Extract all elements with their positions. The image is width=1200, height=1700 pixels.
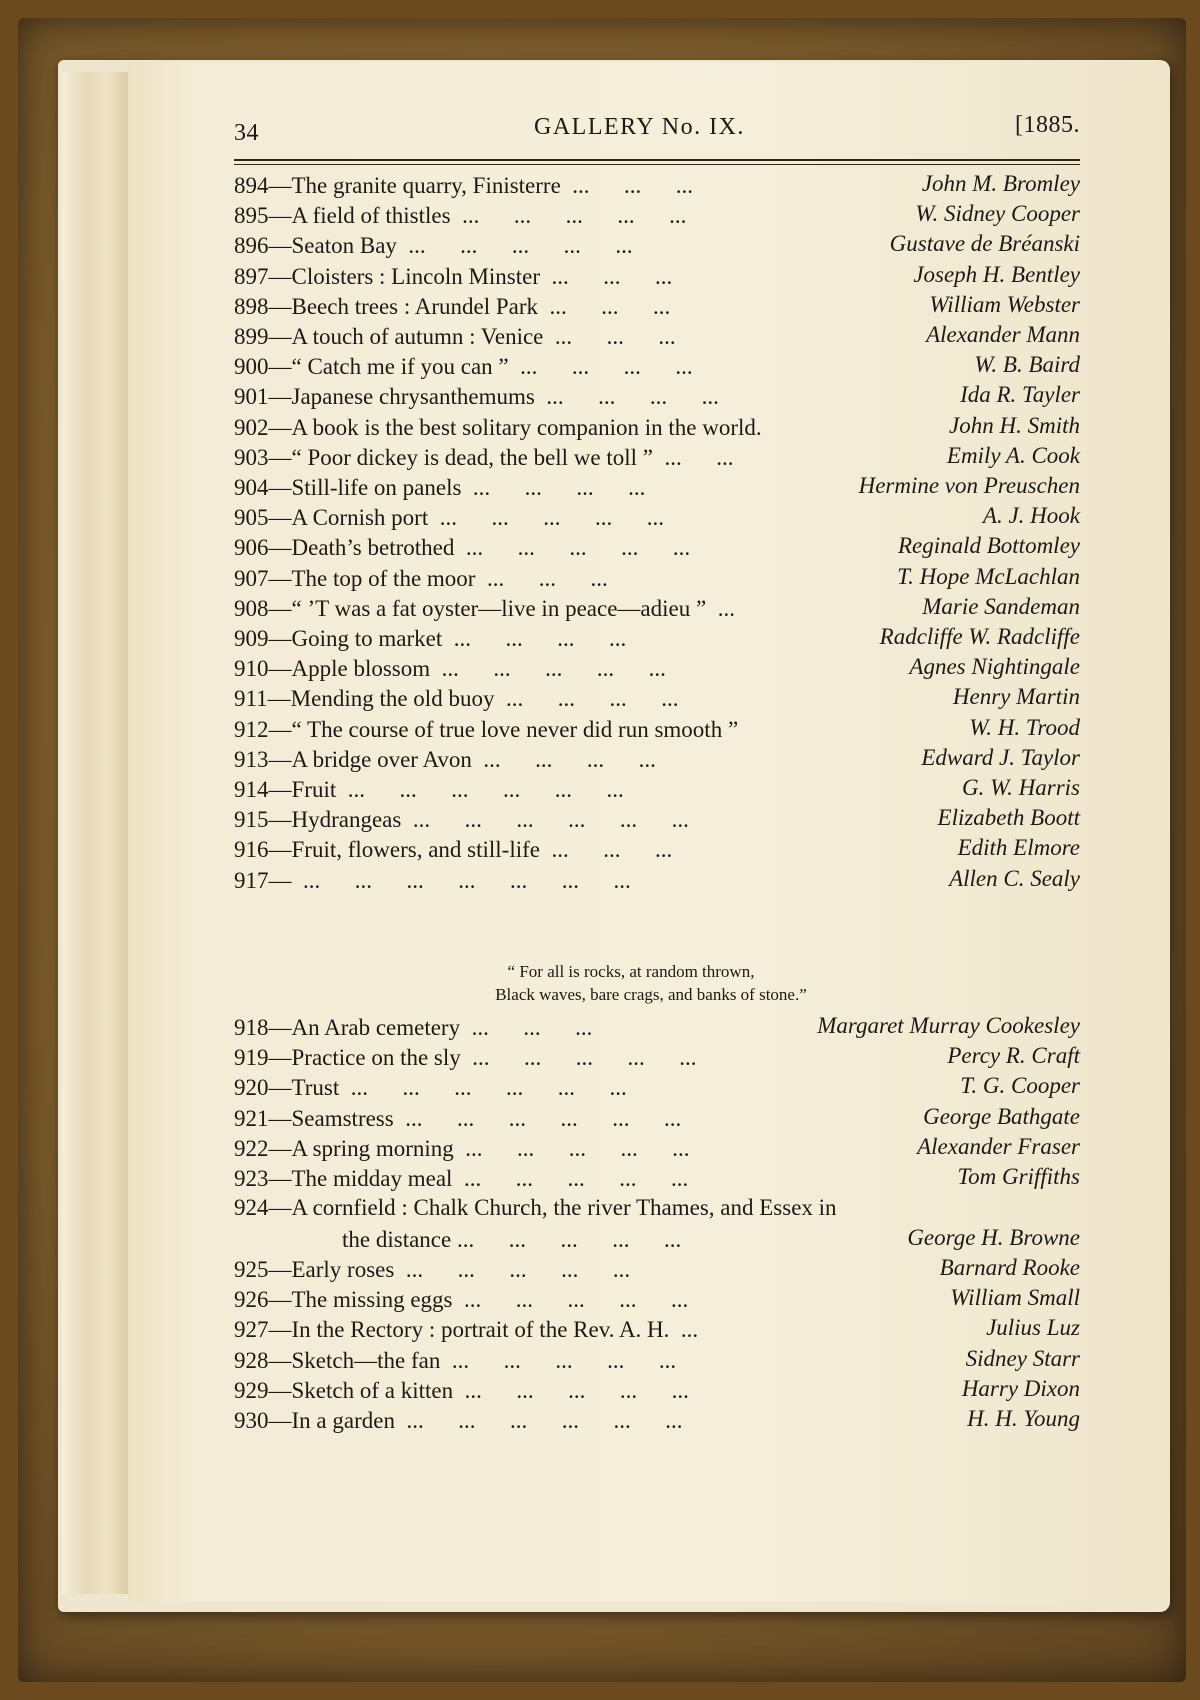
entry-title: 898—Beech trees : Arundel Park ... ... ... xyxy=(234,293,671,319)
entry-title-text: In the Rectory : portrait of the Rev. A. H. xyxy=(291,1317,670,1343)
leader-dots: ... ... ... ... ... xyxy=(465,1135,690,1161)
entry-number: 907 xyxy=(234,565,269,591)
entry-artist: Agnes Nightingale xyxy=(909,654,1080,680)
entry-title: 901—Japanese chrysanthemums ... ... ... ... xyxy=(234,384,719,410)
entry-title: 915—Hydrangeas ... ... ... ... ... ... xyxy=(234,807,689,833)
entry-number: 916 xyxy=(234,837,269,863)
entry-title: 921—Seamstress ... ... ... ... ... ... xyxy=(234,1105,682,1131)
entry-artist: Sidney Starr xyxy=(965,1345,1080,1371)
entry-title-text: The top of the moor xyxy=(291,565,476,591)
entry-artist: Radcliffe W. Radcliffe xyxy=(879,624,1080,649)
leader-dots: ... ... ... ... ... ... xyxy=(350,1075,627,1101)
entry-number: 922 xyxy=(234,1135,269,1161)
entry-artist: W. H. Trood xyxy=(969,714,1080,740)
entry-number: 923 xyxy=(234,1166,269,1191)
leader-dots: ... ... ... ... ... xyxy=(405,1257,631,1282)
entry-artist: T. Hope McLachlan xyxy=(897,563,1080,589)
catalogue-entry xyxy=(234,1103,1080,1135)
entry-title: 926—The missing eggs ... ... ... ... ... xyxy=(234,1287,689,1313)
catalogue-entry xyxy=(234,170,1080,202)
entry-title-text: An Arab cemetery xyxy=(291,1015,461,1040)
entry-title-text: Sketch of a kitten xyxy=(291,1377,454,1403)
entry-title-text: Death’s betrothed xyxy=(291,535,455,561)
entry-artist: Joseph H. Bentley xyxy=(913,261,1080,287)
entry-artist: Reginald Bottomley xyxy=(897,533,1080,559)
header-rule xyxy=(234,159,1080,161)
catalogue-entry xyxy=(234,291,1080,323)
leader-dots: ... ... ... xyxy=(486,565,608,591)
quotation xyxy=(228,960,1074,1006)
leader-dots: ... ... ... xyxy=(572,173,694,198)
entry-number: 920 xyxy=(234,1075,269,1101)
catalogue-entry xyxy=(234,683,1080,715)
entry-artist: G. W. Harris xyxy=(961,775,1080,800)
catalogue-entry xyxy=(234,381,1080,413)
catalogue-entry xyxy=(234,653,1080,685)
catalogue-entry xyxy=(234,230,1080,262)
entry-number: 917 xyxy=(234,867,269,893)
entry-number: 902 xyxy=(234,414,269,440)
page-number: 34 xyxy=(234,120,259,146)
catalogue-entry xyxy=(234,261,1080,293)
entry-title-text: Early roses xyxy=(291,1257,395,1282)
entry-artist: John H. Smith xyxy=(949,412,1080,438)
gallery-title: GALLERY No. IX. xyxy=(534,114,745,140)
catalogue-entry xyxy=(234,714,1080,746)
entry-title-text: Seaton Bay xyxy=(291,233,397,259)
quotation-line-2: Black waves, bare crags, and banks of stone.” xyxy=(495,985,807,1004)
catalogue-entry xyxy=(234,593,1080,625)
entry-number: 912 xyxy=(234,716,269,742)
catalogue-entry xyxy=(234,1284,1080,1316)
leader-dots: ... ... ... ... xyxy=(472,475,646,500)
entry-line-2: the distance ... ... ... ... ... xyxy=(342,1227,682,1252)
entry-title: 900—“ Catch me if you can ” ... ... ... ... xyxy=(234,354,693,380)
entry-title: 919—Practice on the sly ... ... ... ... ... xyxy=(234,1045,697,1071)
entry-artist: Edith Elmore xyxy=(957,835,1080,861)
leader-dots: ... ... ... ... ... ... xyxy=(412,807,689,833)
entry-title-text: A bridge over Avon xyxy=(291,746,472,772)
entry-number: 930 xyxy=(234,1408,269,1433)
entry-number: 921 xyxy=(234,1105,269,1131)
entry-title-text: A touch of autumn : Venice xyxy=(291,324,544,349)
entry-artist: Emily A. Cook xyxy=(946,442,1080,468)
entry-title: 895—A field of thistles ... ... ... ... ... xyxy=(234,203,687,229)
leader-dots: ... xyxy=(680,1317,699,1343)
entry-title: 904—Still-life on panels ... ... ... ... xyxy=(234,475,646,500)
entry-artist: Barnard Rooke xyxy=(939,1255,1080,1280)
entry-number: 905 xyxy=(234,505,269,531)
entry-title: 923—The midday meal ... ... ... ... ... xyxy=(234,1166,689,1191)
catalogue-entry xyxy=(234,834,1080,866)
entry-artist: Henry Martin xyxy=(952,684,1080,710)
entry-artist: A. J. Hook xyxy=(982,503,1080,529)
entry-title-text: Hydrangeas xyxy=(291,807,402,833)
entry-title: 925—Early roses ... ... ... ... ... xyxy=(234,1257,631,1282)
entry-title-text: The midday meal xyxy=(291,1166,453,1191)
catalogue-entry xyxy=(234,1163,1080,1195)
leader-dots: ... ... ... ... ... xyxy=(472,1045,697,1071)
entry-title: 894—The granite quarry, Finisterre ... ... ... xyxy=(234,173,694,198)
entry-artist: Gustave de Bréanski xyxy=(889,231,1080,257)
entry-number: 896 xyxy=(234,233,269,259)
leader-dots: ... ... ... xyxy=(551,263,673,289)
leader-dots: ... ... ... xyxy=(549,293,671,319)
entry-title: 905—A Cornish port ... ... ... ... ... xyxy=(234,505,664,531)
entry-title: 916—Fruit, flowers, and still-life ... ... ... xyxy=(234,837,673,863)
entry-title-text: Still-life on panels xyxy=(291,475,462,500)
entry-title: 920—Trust ... ... ... ... ... ... xyxy=(234,1075,627,1101)
catalogue-entry xyxy=(234,1375,1080,1407)
entry-title: 902—A book is the best solitary companion in the world. xyxy=(234,414,762,440)
leader-dots: ... ... ... ... xyxy=(453,626,627,651)
entry-number: 918 xyxy=(234,1015,269,1040)
entry-number: 911 xyxy=(234,686,268,712)
leader-dots: ... ... ... ... ... ... xyxy=(405,1105,682,1131)
entry-title: 906—Death’s betrothed ... ... ... ... ... xyxy=(234,535,691,561)
entry-artist: William Webster xyxy=(929,291,1080,317)
catalogue-entry xyxy=(234,1405,1080,1437)
catalogue-entry xyxy=(234,1314,1080,1346)
catalogue-entry xyxy=(234,412,1080,444)
entry-artist: Harry Dixon xyxy=(961,1375,1080,1401)
catalogue-entry xyxy=(234,1254,1080,1286)
entry-artist: W. B. Baird xyxy=(974,352,1080,378)
entry-title-text: Practice on the sly xyxy=(291,1045,461,1071)
catalogue-entry xyxy=(234,1072,1080,1104)
page-edge xyxy=(62,72,134,1594)
entry-title: 903—“ Poor dickey is dead, the bell we toll ” ... ... xyxy=(234,444,734,470)
entry-title: 909—Going to market ... ... ... ... xyxy=(234,626,627,651)
entry-number: 904 xyxy=(234,475,269,500)
entry-title: 928—Sketch—the fan ... ... ... ... ... xyxy=(234,1347,677,1373)
entry-title: 896—Seaton Bay ... ... ... ... ... xyxy=(234,233,633,259)
catalogue-entry xyxy=(234,1192,1080,1256)
leader-dots: ... ... ... ... xyxy=(505,686,679,712)
entry-number: 899 xyxy=(234,324,269,349)
entry-title-text: The granite quarry, Finisterre xyxy=(291,173,561,198)
entry-title-text: Fruit xyxy=(291,777,337,802)
entry-title-text: Mending the old buoy xyxy=(290,686,495,712)
catalogue-entry xyxy=(234,472,1080,504)
quotation-line-1: “ For all is rocks, at random thrown, xyxy=(507,962,755,981)
entry-number: 914 xyxy=(234,777,269,802)
catalogue-entry xyxy=(234,774,1080,806)
entry-artist: George H. Browne xyxy=(907,1225,1080,1250)
entry-artist: Marie Sandeman xyxy=(922,593,1080,619)
entry-title-text: Sketch—the fan xyxy=(291,1347,441,1373)
entry-title-text: Japanese chrysanthemums xyxy=(291,384,535,410)
catalogue-entry xyxy=(234,502,1080,534)
leader-dots: ... ... ... ... ... ... xyxy=(406,1408,683,1433)
leader-dots: ... ... ... xyxy=(554,324,676,349)
entry-artist: T. G. Cooper xyxy=(960,1073,1080,1099)
catalogue-page xyxy=(128,62,1170,1602)
entry-number: 903 xyxy=(234,444,269,470)
entry-artist: Hermine von Preuschen xyxy=(858,473,1080,498)
entry-number: 928 xyxy=(234,1347,269,1373)
entry-number: 897 xyxy=(234,263,269,289)
leader-dots: ... ... ... ... ... xyxy=(464,1377,689,1403)
entry-number: 908 xyxy=(234,595,269,621)
catalogue-entry xyxy=(234,744,1080,776)
entry-artist: H. H. Young xyxy=(967,1406,1080,1431)
entry-artist: Alexander Fraser xyxy=(917,1133,1080,1159)
entry-number: 915 xyxy=(234,807,269,833)
year-label: [1885. xyxy=(1015,112,1080,138)
entry-artist: Margaret Murray Cookesley xyxy=(817,1013,1080,1038)
catalogue-entry xyxy=(234,1012,1080,1044)
leader-dots: ... xyxy=(717,595,735,621)
entry-title-text: The missing eggs xyxy=(291,1287,453,1313)
entry-line-1: 924—A cornfield : Chalk Church, the river Thames, and Essex in xyxy=(234,1195,837,1220)
leader-dots: ... ... ... ... ... xyxy=(441,656,666,682)
entry-title-text: A book is the best solitary companion in the world. xyxy=(291,414,762,440)
entry-artist: W. Sidney Cooper xyxy=(915,201,1080,227)
entry-title-text: “ Poor dickey is dead, the bell we toll ” xyxy=(291,444,654,470)
entry-artist: Julius Luz xyxy=(986,1315,1080,1341)
catalogue-entry xyxy=(234,1133,1080,1165)
leader-dots: ... ... ... ... xyxy=(520,354,693,380)
entry-title-text: In a garden xyxy=(291,1408,395,1433)
entry-title: 914—Fruit ... ... ... ... ... ... xyxy=(234,777,624,802)
entry-title: 930—In a garden ... ... ... ... ... ... xyxy=(234,1408,683,1433)
entry-artist: William Small xyxy=(950,1285,1080,1311)
entry-artist: Elizabeth Boott xyxy=(937,805,1080,831)
entry-artist: Alexander Mann xyxy=(926,322,1080,347)
entry-artist: Edward J. Taylor xyxy=(921,744,1080,770)
entry-number: 895 xyxy=(234,203,269,229)
entry-title: 897—Cloisters : Lincoln Minster ... ... ... xyxy=(234,263,673,289)
entry-artist: George Bathgate xyxy=(923,1103,1080,1129)
leader-dots: ... ... ... ... xyxy=(483,746,656,772)
entry-number: 926 xyxy=(234,1287,269,1313)
catalogue-entry xyxy=(234,623,1080,655)
entry-title: 911—Mending the old buoy ... ... ... ... xyxy=(234,686,679,712)
entry-number: 906 xyxy=(234,535,269,561)
leader-dots: ... ... ... ... ... xyxy=(439,505,664,531)
entry-title: 917— ... ... ... ... ... ... ... xyxy=(234,867,631,893)
entry-title-text: Beech trees : Arundel Park xyxy=(291,293,539,319)
entry-artist: Ida R. Tayler xyxy=(960,382,1080,408)
catalogue-entry xyxy=(234,1042,1080,1074)
leader-dots: ... ... ... ... xyxy=(546,384,719,410)
entry-title: 907—The top of the moor ... ... ... xyxy=(234,565,608,591)
entry-title: 899—A touch of autumn : Venice ... ... ... xyxy=(234,324,676,349)
catalogue-entry xyxy=(234,442,1080,474)
leader-dots: ... ... ... ... ... ... xyxy=(347,777,624,802)
catalogue-entry xyxy=(234,200,1080,232)
entry-artist: Allen C. Sealy xyxy=(949,865,1080,891)
catalogue-entry xyxy=(234,351,1080,383)
entry-number: 927 xyxy=(234,1317,269,1343)
entry-number: 925 xyxy=(234,1257,269,1282)
entry-number: 900 xyxy=(234,354,269,380)
entry-title-text: A field of thistles xyxy=(291,203,451,229)
entry-title: 918—An Arab cemetery ... ... ... xyxy=(234,1015,593,1040)
leader-dots: ... ... ... ... ... xyxy=(464,1287,689,1313)
entry-title: 929—Sketch of a kitten ... ... ... ... ... xyxy=(234,1377,689,1403)
entry-title-text: Cloisters : Lincoln Minster xyxy=(291,263,541,289)
entry-number: 901 xyxy=(234,384,269,410)
catalogue-entry xyxy=(234,1345,1080,1377)
leader-dots: ... ... ... ... ... xyxy=(408,233,633,259)
entry-number: 929 xyxy=(234,1377,269,1403)
leader-dots: ... ... ... xyxy=(551,837,673,863)
catalogue-entry xyxy=(234,532,1080,564)
leader-dots: ... ... ... ... ... ... ... xyxy=(303,867,631,893)
entry-title: 912—“ The course of true love never did run smooth ” xyxy=(234,716,739,742)
entry-title-text: Apple blossom xyxy=(291,656,431,682)
entry-title-text: Seamstress xyxy=(291,1105,394,1131)
catalogue-entry xyxy=(234,865,1080,897)
leader-dots: ... ... ... ... ... xyxy=(462,203,687,229)
entry-title: 910—Apple blossom ... ... ... ... ... xyxy=(234,656,666,682)
entry-number: 913 xyxy=(234,746,269,772)
entry-title: 913—A bridge over Avon ... ... ... ... xyxy=(234,746,656,772)
entry-title-text: Fruit, flowers, and still-life xyxy=(291,837,540,863)
entry-number: 919 xyxy=(234,1045,269,1071)
leader-dots: ... ... ... ... ... xyxy=(465,535,691,561)
leader-dots: ... ... xyxy=(664,444,734,470)
header-rule-thin xyxy=(234,164,1080,165)
catalogue-entry xyxy=(234,563,1080,595)
page-header xyxy=(234,112,1080,152)
entry-title-text: Going to market xyxy=(291,626,443,651)
catalogue-entry xyxy=(234,804,1080,836)
entry-number: 909 xyxy=(234,626,269,651)
entry-title-text: A spring morning xyxy=(291,1135,454,1161)
entry-artist: Percy R. Craft xyxy=(947,1043,1080,1069)
leader-dots: ... ... ... xyxy=(471,1015,593,1040)
entry-title-text: “ The course of true love never did run smooth ” xyxy=(291,716,739,742)
entry-number: 894 xyxy=(234,173,269,198)
leader-dots: ... ... ... ... ... xyxy=(451,1347,677,1373)
entry-title-text: “ Catch me if you can ” xyxy=(291,354,509,380)
entry-artist: Tom Griffiths xyxy=(957,1164,1080,1189)
entry-title-text: “ ’T was a fat oyster—live in peace—adieu ” xyxy=(291,595,707,621)
entry-artist: John M. Bromley xyxy=(921,171,1080,196)
entry-title-text: A Cornish port xyxy=(291,505,429,531)
leader-dots: ... ... ... ... ... xyxy=(463,1166,689,1191)
entry-number: 898 xyxy=(234,293,269,319)
catalogue-entry xyxy=(234,321,1080,353)
entry-title: 922—A spring morning ... ... ... ... ... xyxy=(234,1135,690,1161)
entry-title: 908—“ ’T was a fat oyster—live in peace—adieu ” ... xyxy=(234,595,735,621)
entry-number: 910 xyxy=(234,656,269,682)
entry-title-text: Trust xyxy=(291,1075,340,1101)
entry-title: 927—In the Rectory : portrait of the Rev. A. H. ... xyxy=(234,1317,699,1343)
